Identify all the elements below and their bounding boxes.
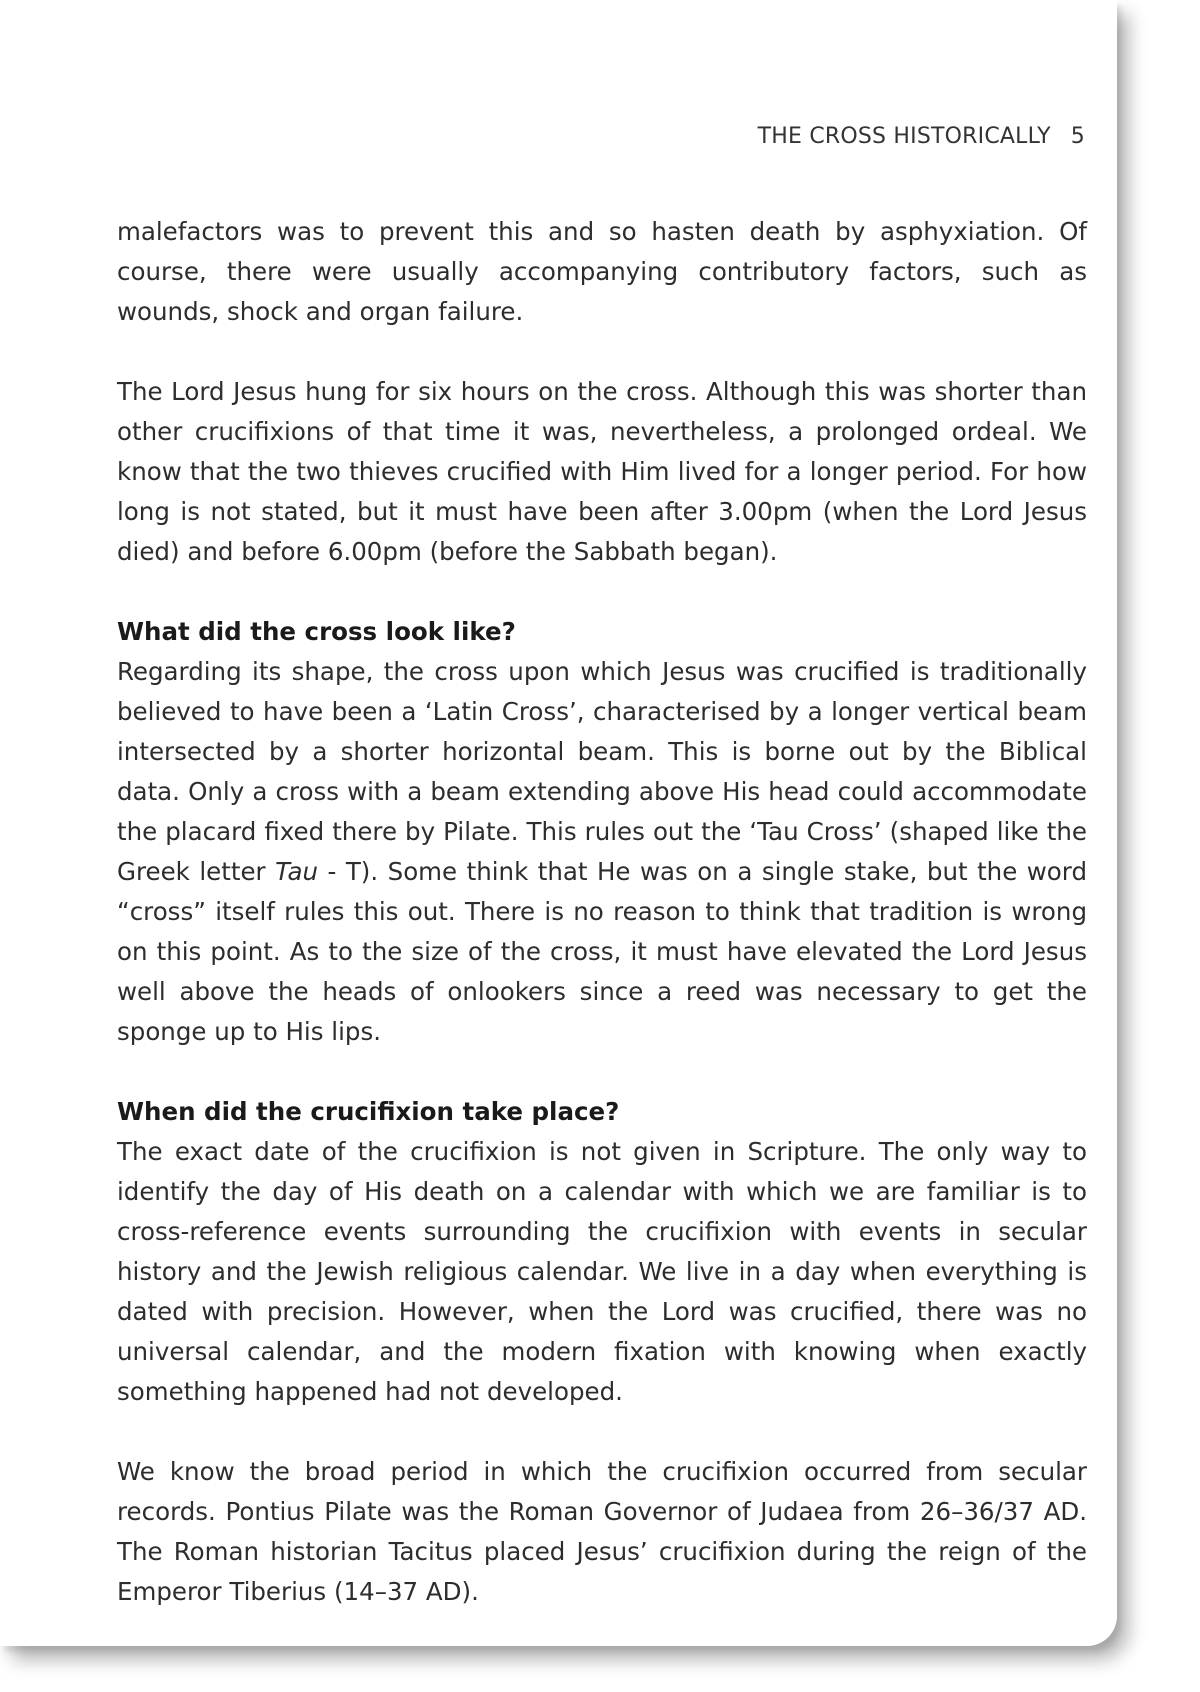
cross-shape-text-part-1: Regarding its shape, the cross upon which Jesus was crucified is traditionally believed to have been a ‘Latin Cross’, characterised by a longer vertical beam intersected by a shorter horizontal beam. This is borne out by the Biblical data. Only a cross with a beam extending above His head could accommodate the placard fixed there by Pilate. This rules out the ‘Tau Cross’ (shaped like the Greek letter — [117, 657, 1087, 886]
running-title: THE CROSS HISTORICALLY — [757, 124, 1051, 149]
section-heading-cross-shape: What did the cross look like? — [117, 617, 516, 646]
tau-italic-term: Tau — [275, 857, 319, 886]
section-heading-crucifixion-date: When did the crucifixion take place? — [117, 1097, 620, 1126]
paragraph-asphyxiation: malefactors was to prevent this and so hasten death by asphyxiation. Of course, there were usually accompanying contributory factors, such as wounds, shock and organ failure. — [117, 217, 1087, 326]
page-number: 5 — [1070, 124, 1085, 149]
paragraph-crucifixion-date: The exact date of the crucifixion is not given in Scripture. The only way to identify the day of His death on a calendar with which we are familiar is to cross-reference events surrounding the crucifixion with events in secular history and the Jewish religious calendar. We live in a day when everything is dated with precision. However, when the Lord was crucified, there was no universal calendar, and the modern fixation with knowing when exactly something happened had not developed. — [117, 1137, 1087, 1406]
page-body — [117, 212, 1087, 1612]
paragraph-cross-shape — [117, 652, 1087, 1052]
paragraph-secular-records: We know the broad period in which the crucifixion occurred from secular records. Pontius Pilate was the Roman Governor of Judaea from 26–36/37 AD. The Roman historian Tacitus placed Jesus’ crucifixion during the reign of the Emperor Tiberius (14–37 AD). — [117, 1457, 1087, 1606]
paragraph-six-hours: The Lord Jesus hung for six hours on the cross. Although this was shorter than other crucifixions of that time it was, nevertheless, a prolonged ordeal. We know that the two thieves crucified with Him lived for a longer period. For how long is not stated, but it must have been after 3.00pm (when the Lord Jesus died) and before 6.00pm (before the Sabbath began). — [117, 377, 1087, 566]
running-header — [758, 124, 1085, 149]
cross-shape-text-part-2: - T). Some think that He was on a single stake, but the word “cross” itself rules this out. There is no reason to think that tradition is wrong on this point. As to the size of the cross, it must have elevated the Lord Jesus well above the heads of onlookers since a reed was necessary to get the sponge up to His lips. — [117, 857, 1087, 1046]
